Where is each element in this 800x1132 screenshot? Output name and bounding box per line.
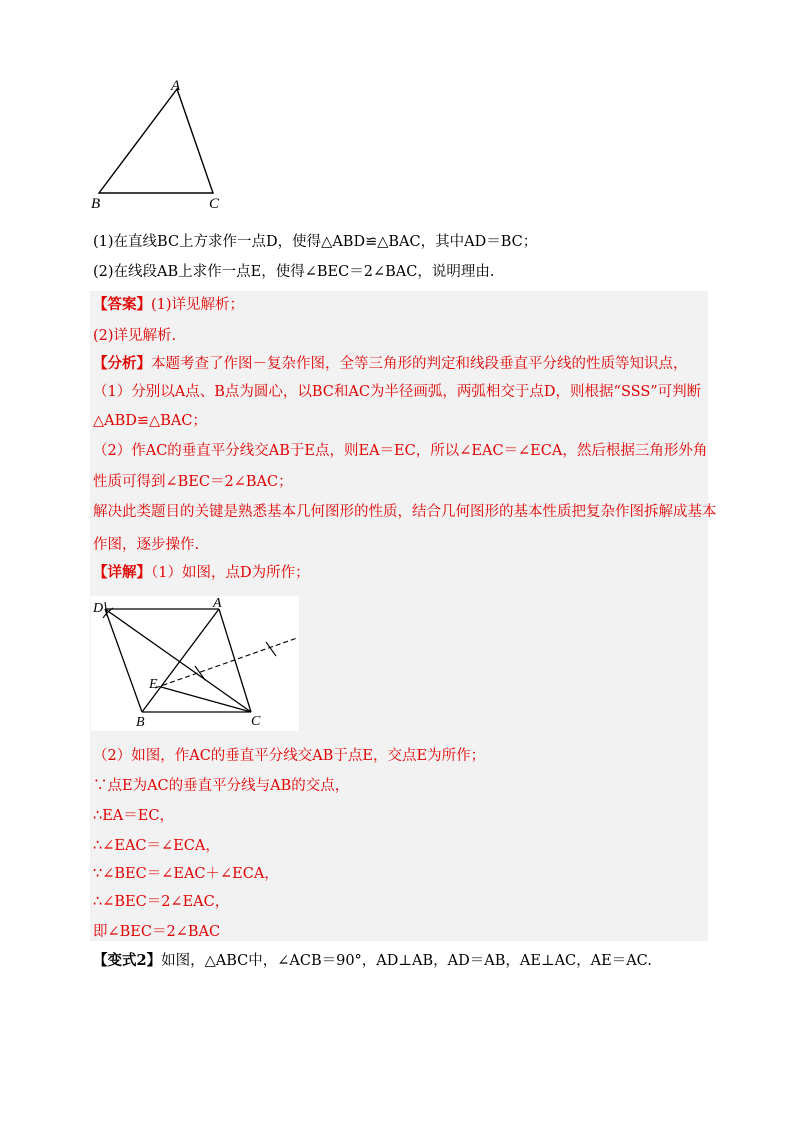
analysis-intro: 本题考查了作图－复杂作图，全等三角形的判定和线段垂直平分线的性质等知识点， [151, 356, 688, 372]
question-part-2: (2)在线段AB上求作一点E，使得∠BEC＝2∠BAC，说明理由. [93, 264, 495, 280]
analysis-intro-line [93, 353, 688, 375]
detail-step-2: （2）如图，作AC的垂直平分线交AB于点E，交点E为所作； [93, 748, 486, 764]
detail-step-1: （1）如图，点D为所作； [151, 565, 310, 581]
variant-text: 如图，△ABC中，∠ACB＝90°，AD⊥AB，AD＝AB，AE⊥AC，AE＝AC. [161, 953, 652, 969]
vertex-label-a: A [171, 78, 181, 94]
detail-label: 【详解】 [93, 564, 151, 581]
reasoning-line-1: ∵点E为AC的垂直平分线与AB的交点， [93, 778, 350, 794]
answer-label: 【答案】 [93, 296, 151, 313]
answer-part-1: (1)详见解析； [151, 297, 245, 313]
detail-step-1-line [93, 562, 310, 584]
vertex-label-c: C [251, 714, 261, 729]
reasoning-line-2: ∴EA＝EC， [93, 808, 174, 824]
analysis-part-2-line-2: 性质可得到∠BEC＝2∠BAC； [93, 474, 293, 490]
analysis-summary-line-1: 解决此类题目的关键是熟悉基本几何图形的性质，结合几何图形的基本性质把复杂作图拆解成基本 [93, 504, 717, 520]
reasoning-line-3: ∴∠EAC＝∠ECA， [93, 838, 220, 854]
answer-line-1 [93, 294, 244, 316]
reasoning-line-5: ∴∠BEC＝2∠EAC， [93, 894, 230, 910]
variant-2-line [93, 950, 652, 972]
vertex-label-c: C [209, 196, 220, 212]
analysis-summary-line-2: 作图，逐步操作. [93, 537, 200, 553]
analysis-label: 【分析】 [93, 355, 151, 372]
analysis-part-2-line-1: （2）作AC的垂直平分线交AB于E点，则EA＝EC，所以∠EAC＝∠ECA，然后根据三角形外角 [93, 443, 708, 459]
variant-label: 【变式2】 [93, 952, 162, 969]
triangle-figure [85, 72, 235, 212]
vertex-label-e: E [149, 677, 158, 692]
vertex-label-b: B [91, 196, 101, 212]
reasoning-line-4: ∵∠BEC＝∠EAC＋∠ECA， [93, 866, 279, 882]
reasoning-line-6: 即∠BEC＝2∠BAC [93, 924, 221, 940]
vertex-label-a: A [213, 596, 222, 611]
analysis-part-1-line-1: （1）分别以A点、B点为圆心，以BC和AC为半径画弧，两弧相交于点D，则根据“SSS”可判断 [93, 384, 702, 400]
construction-figure [91, 596, 299, 731]
answer-part-2: (2)详见解析. [93, 328, 177, 344]
analysis-part-1-line-2: △ABD≌△BAC； [93, 413, 207, 429]
question-part-1: (1)在直线BC上方求作一点D，使得△ABD≌△BAC，其中AD＝BC； [93, 234, 538, 250]
vertex-label-b: B [136, 715, 145, 730]
vertex-label-d: D [93, 601, 104, 616]
